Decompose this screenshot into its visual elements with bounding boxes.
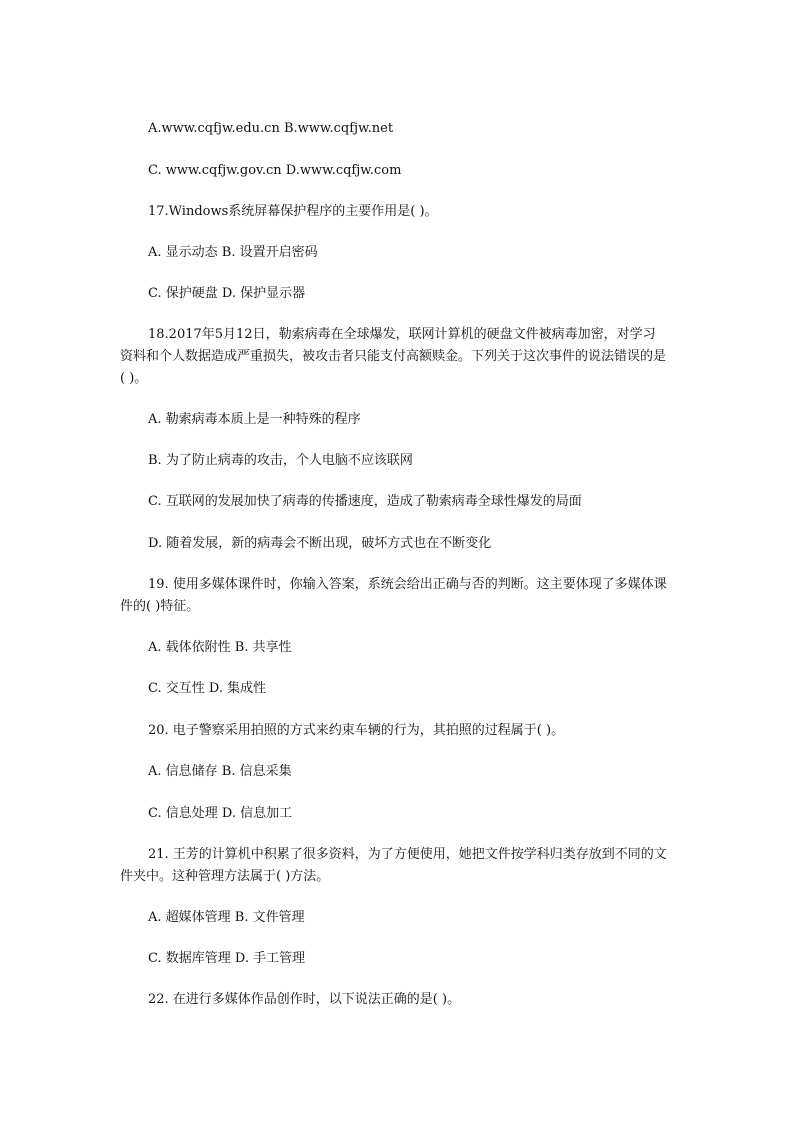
q21-options-ab: A. 超媒体管理 B. 文件管理	[148, 910, 305, 925]
q16-options-cd: C. www.cqfjw.gov.cn D.www.cqfjw.com	[148, 163, 402, 178]
q19-options-ab: A. 载体依附性 B. 共享性	[148, 640, 292, 655]
q19-stem: 19. 使用多媒体课件时，你输入答案，系统会给出正确与否的判断。这主要体现了多媒体课件的( )特征。	[120, 577, 667, 614]
q21-options-cd: C. 数据库管理 D. 手工管理	[148, 951, 306, 966]
q17-options-cd: C. 保护硬盘 D. 保护显示器	[148, 286, 306, 301]
q17-stem: 17.Windows系统屏幕保护程序的主要作用是( )。	[148, 204, 438, 219]
q17-options-ab: A. 显示动态 B. 设置开启密码	[148, 245, 318, 260]
q18-option-a: A. 勒索病毒本质上是一种特殊的程序	[148, 412, 361, 427]
q22-stem: 22. 在进行多媒体作品创作时，以下说法正确的是( )。	[148, 992, 461, 1007]
q21-stem: 21. 王芳的计算机中积累了很多资料，为了方便使用，她把文件按学科归类存放到不同的文件夹中。这种管理方法属于( )方法。	[120, 847, 667, 884]
q16-options-ab: A.www.cqfjw.edu.cn B.www.cqfjw.net	[148, 121, 394, 136]
q18-option-d: D. 随着发展，新的病毒会不断出现，破坏方式也在不断变化	[148, 536, 492, 551]
q20-stem: 20. 电子警察采用拍照的方式来约束车辆的行为，其拍照的过程属于( )。	[148, 723, 565, 738]
q18-option-c: C. 互联网的发展加快了病毒的传播速度，造成了勒索病毒全球性爆发的局面	[148, 494, 582, 509]
q20-options-cd: C. 信息处理 D. 信息加工	[148, 806, 293, 821]
q20-options-ab: A. 信息储存 B. 信息采集	[148, 764, 292, 779]
q19-options-cd: C. 交互性 D. 集成性	[148, 681, 267, 696]
q18-option-b: B. 为了防止病毒的攻击，个人电脑不应该联网	[148, 453, 413, 468]
q18-stem: 18.2017年5月12日，勒索病毒在全球爆发，联网计算机的硬盘文件被病毒加密，对学习资料和个人数据造成严重损失，被攻击者只能支付高额赎金。下列关于这次事件的说法错误的是( )。	[120, 327, 667, 386]
